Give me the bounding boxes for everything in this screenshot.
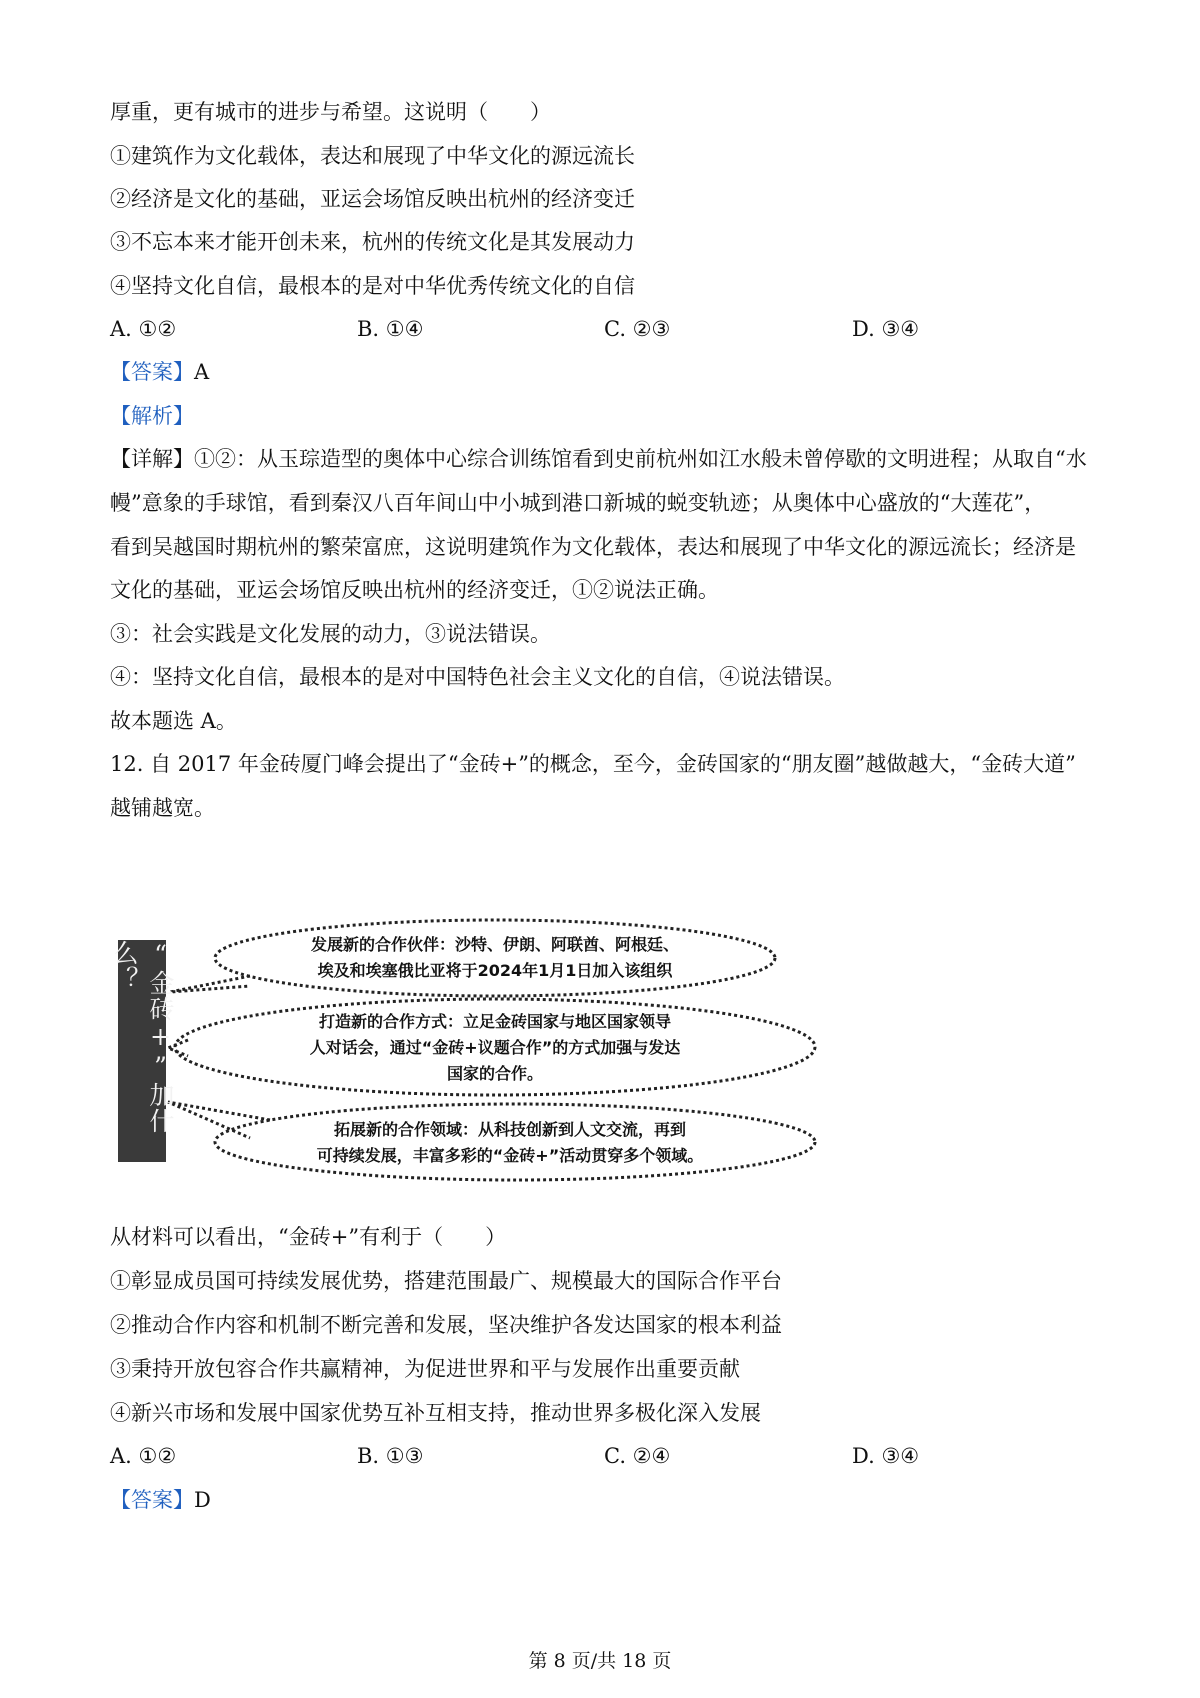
q11-option-b: B. ①④ — [357, 317, 424, 341]
bubble-3-line-1: 拓展新的合作领域：从科技创新到人文交流，再到 — [333, 1120, 686, 1139]
q11-detail-line-3: 看到吴越国时期杭州的繁荣富庶，这说明建筑作为文化载体，表达和展现了中华文化的源远流长；经济是 — [110, 535, 1076, 559]
analysis-tag: 【解析】 — [110, 404, 194, 428]
answer-tag: 【答案】 — [110, 360, 194, 384]
bubble-2-line-3: 国家的合作。 — [446, 1064, 543, 1083]
q11-statement-2: ②经济是文化的基础，亚运会场馆反映出杭州的经济变迁 — [110, 187, 635, 211]
bubble-1-line-2: 埃及和埃塞俄比亚将于2024年1月1日加入该组织 — [317, 961, 673, 980]
bubble-2-line-2: 人对话会，通过“金砖+议题合作”的方式加强与发达 — [309, 1038, 681, 1057]
q11-option-c: C. ②③ — [604, 317, 671, 341]
q12-answer: D — [194, 1488, 211, 1512]
bubble-2-line-1: 打造新的合作方式：立足金砖国家与地区国家领导 — [318, 1012, 671, 1031]
detail-text: ①②：从玉琮造型的奥体中心综合训练馆看到史前杭州如江水般未曾停歇的文明进程；从取自“水 — [194, 447, 1087, 471]
answer-tag: 【答案】 — [110, 1488, 194, 1512]
q11-option-d: D. ③④ — [852, 317, 920, 341]
q11-stem-tail: 厚重，更有城市的进步与希望。这说明（ ） — [110, 100, 551, 124]
bubble-1-tail — [170, 976, 250, 992]
q11-option-a: A. ①② — [110, 317, 177, 341]
bubble-1-line-1: 发展新的合作伙伴：沙特、伊朗、阿联酋、阿根廷、 — [310, 935, 679, 954]
q12-statement-1: ①彰显成员国可持续发展优势，搭建范围最广、规模最大的国际合作平台 — [110, 1269, 782, 1293]
q11-detail-line-1 — [110, 444, 1087, 474]
q12-statement-4: ④新兴市场和发展中国家优势互补互相支持，推动世界多极化深入发展 — [110, 1401, 761, 1425]
q12-statement-3: ③秉持开放包容合作共赢精神，为促进世界和平与发展作出重要贡献 — [110, 1357, 740, 1381]
q12-stem-line-2: 越铺越宽。 — [110, 796, 215, 820]
q11-point-3: ③：社会实践是文化发展的动力，③说法错误。 — [110, 622, 551, 646]
q12-statement-2: ②推动合作内容和机制不断完善和发展，坚决维护各发达国家的根本利益 — [110, 1313, 782, 1337]
page-footer: 第 8 页/共 18 页 — [528, 1650, 672, 1672]
side-label: “金砖+”加什么？ — [110, 940, 175, 1134]
q11-statement-3: ③不忘本来才能开创未来，杭州的传统文化是其发展动力 — [110, 230, 635, 254]
q11-answer: A — [194, 360, 210, 384]
q11-point-4: ④：坚持文化自信，最根本的是对中国特色社会主义文化的自信，④说法错误。 — [110, 665, 845, 689]
bubble-2-text — [280, 1009, 710, 1087]
q11-detail-line-2: 幔”意象的手球馆，看到秦汉八百年间山中小城到港口新城的蜕变轨迹；从奥体中心盛放的“大莲花”， — [110, 491, 1046, 515]
q11-statement-1: ①建筑作为文化载体，表达和展现了中华文化的源远流长 — [110, 144, 635, 168]
q12-answer-line — [110, 1485, 211, 1515]
q11-analysis-line — [110, 401, 194, 431]
q12-stem-line-1: 12. 自 2017 年金砖厦门峰会提出了“金砖+”的概念，至今，金砖国家的“朋友圈”越做越大，“金砖大道” — [110, 752, 1076, 776]
detail-tag: 【详解】 — [110, 447, 194, 471]
q12-option-c: C. ②④ — [604, 1444, 671, 1468]
q12-question: 从材料可以看出，“金砖+”有利于（ ） — [110, 1225, 507, 1249]
q11-answer-line — [110, 357, 209, 387]
bubble-3-line-2: 可持续发展，丰富多彩的“金砖+”活动贯穿多个领域。 — [316, 1146, 704, 1165]
bubble-1-text — [280, 932, 710, 984]
q11-detail-line-4: 文化的基础，亚运会场馆反映出杭州的经济变迁，①②说法正确。 — [110, 578, 719, 602]
bubble-3-tail — [168, 1102, 270, 1138]
bubble-3-text — [280, 1117, 740, 1169]
q12-option-d: D. ③④ — [852, 1444, 920, 1468]
q11-statement-4: ④坚持文化自信，最根本的是对中华优秀传统文化的自信 — [110, 274, 635, 298]
q12-option-b: B. ①③ — [357, 1444, 424, 1468]
brics-plus-diagram — [110, 912, 820, 1182]
q11-conclusion: 故本题选 A。 — [110, 709, 237, 733]
q12-option-a: A. ①② — [110, 1444, 177, 1468]
